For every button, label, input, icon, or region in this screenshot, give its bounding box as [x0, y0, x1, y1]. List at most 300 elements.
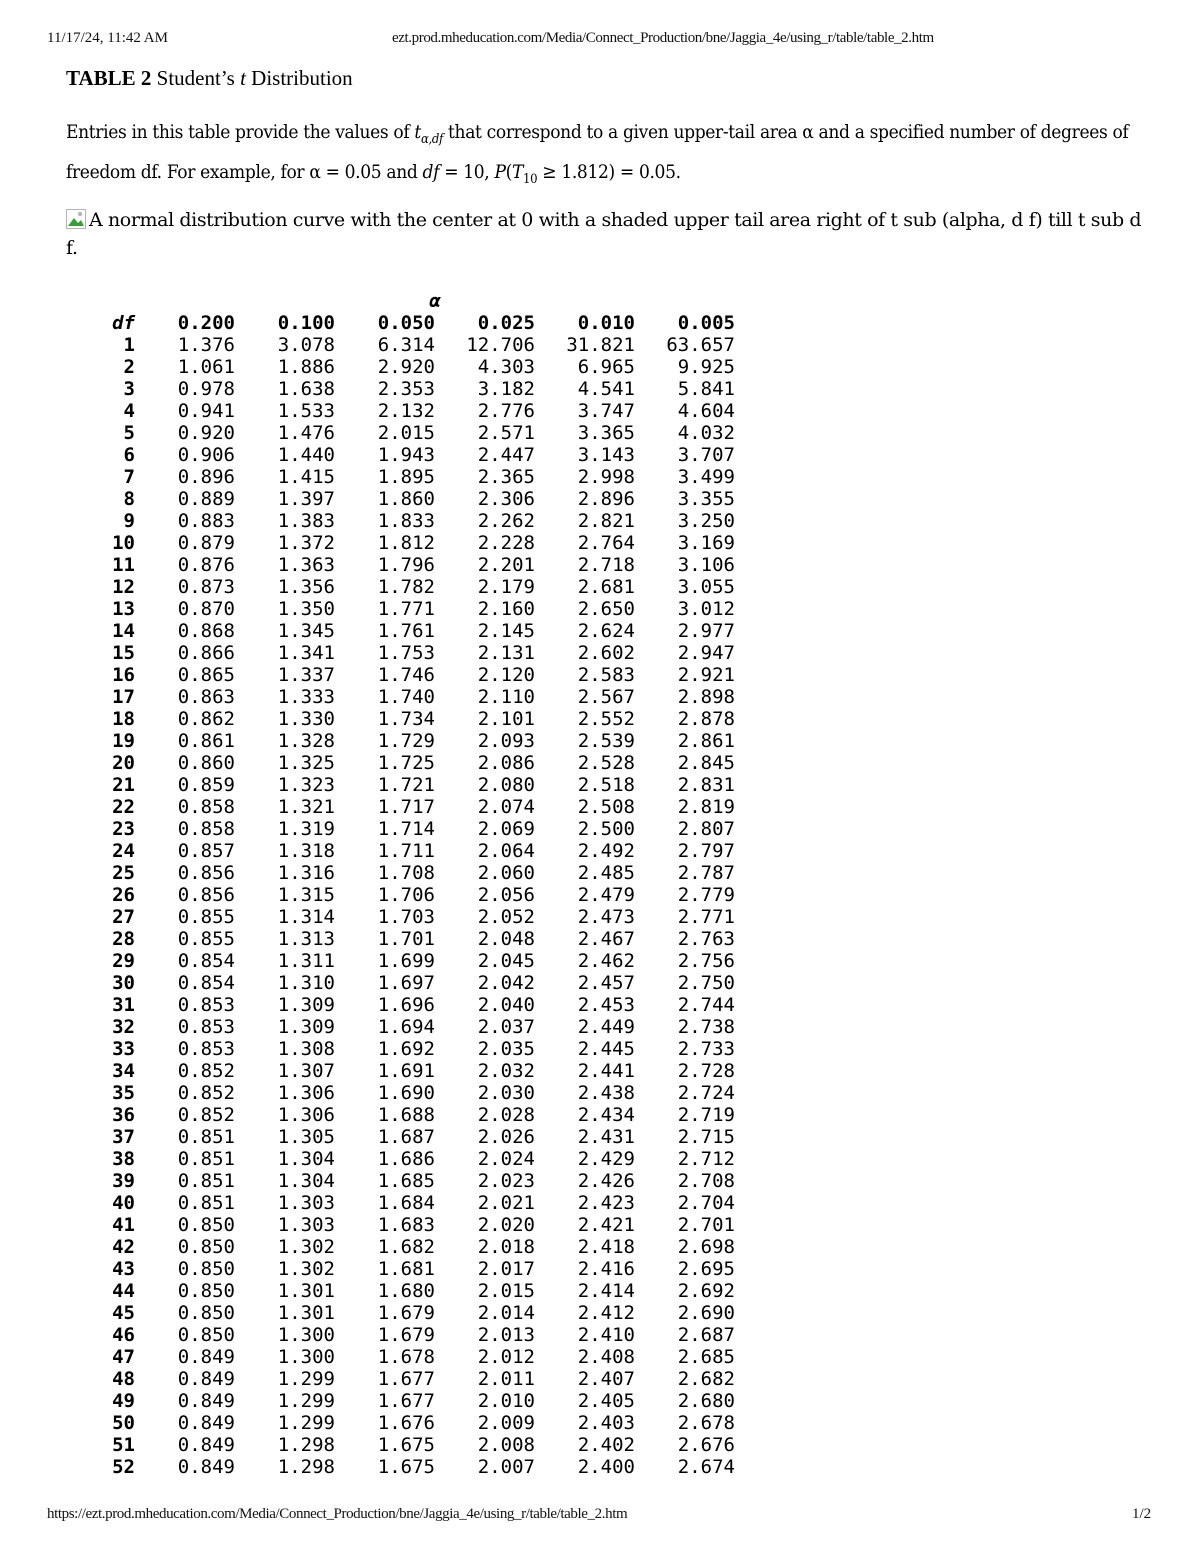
value-cell: 0.870: [177, 598, 235, 620]
value-cell: 2.878: [677, 708, 735, 730]
df-cell: 38: [112, 1148, 135, 1170]
value-cell: 1.299: [277, 1390, 335, 1412]
df-cell: 12: [112, 576, 135, 598]
df-cell: 36: [112, 1104, 135, 1126]
intro-part-3: = 10,: [439, 160, 495, 183]
value-cell: 2.750: [677, 972, 735, 994]
value-cell: 2.756: [677, 950, 735, 972]
value-cell: 1.316: [277, 862, 335, 884]
value-cell: 1.311: [277, 950, 335, 972]
value-cell: 2.110: [477, 686, 535, 708]
table-label: TABLE 2: [66, 66, 152, 90]
value-cell: 1.699: [377, 950, 435, 972]
value-cell: 0.849: [177, 1390, 235, 1412]
print-footer-url: https://ezt.prod.mheducation.com/Media/Connect_Production/bne/Jaggia_4e/using_r/table/table_2.htm: [47, 1506, 628, 1522]
value-cell: 1.372: [277, 532, 335, 554]
value-cell: 2.365: [477, 466, 535, 488]
value-cell: 2.431: [577, 1126, 635, 1148]
value-cell: 3.355: [677, 488, 735, 510]
df-cell: 11: [112, 554, 135, 576]
value-cell: 2.518: [577, 774, 635, 796]
value-cell: 0.896: [177, 466, 235, 488]
value-cell: 0.850: [177, 1236, 235, 1258]
value-cell: 0.862: [177, 708, 235, 730]
table-row: [92, 1456, 735, 1478]
alpha-column-header: 0.025: [477, 312, 535, 334]
intro-alpha-eq: α = 0.05 and: [309, 160, 423, 183]
value-cell: 2.080: [477, 774, 535, 796]
value-cell: 0.855: [177, 906, 235, 928]
table-row: [92, 1060, 735, 1082]
alpha-column-header: 0.010: [577, 312, 635, 334]
value-cell: 0.865: [177, 664, 235, 686]
value-cell: 2.821: [577, 510, 635, 532]
alpha-label: α: [429, 290, 441, 312]
value-cell: 1.061: [177, 356, 235, 378]
title-text-before: Student’s: [156, 66, 241, 90]
value-cell: 2.023: [477, 1170, 535, 1192]
value-cell: 2.400: [577, 1456, 635, 1478]
df-cell: 5: [123, 422, 135, 444]
value-cell: 2.685: [677, 1346, 735, 1368]
value-cell: 2.819: [677, 796, 735, 818]
df-cell: 50: [112, 1412, 135, 1434]
value-cell: 5.841: [677, 378, 735, 400]
t-distribution-table: [92, 290, 735, 1478]
value-cell: 1.341: [277, 642, 335, 664]
value-cell: 1.315: [277, 884, 335, 906]
value-cell: 1.734: [377, 708, 435, 730]
value-cell: 1.304: [277, 1170, 335, 1192]
value-cell: 1.314: [277, 906, 335, 928]
table-row: [92, 1192, 735, 1214]
value-cell: 2.410: [577, 1324, 635, 1346]
value-cell: 2.445: [577, 1038, 635, 1060]
value-cell: 2.438: [577, 1082, 635, 1104]
value-cell: 2.462: [577, 950, 635, 972]
table-row: [92, 1346, 735, 1368]
value-cell: 2.571: [477, 422, 535, 444]
value-cell: 2.009: [477, 1412, 535, 1434]
table-row: [92, 950, 735, 972]
value-cell: 2.807: [677, 818, 735, 840]
value-cell: 0.850: [177, 1258, 235, 1280]
value-cell: 2.678: [677, 1412, 735, 1434]
value-cell: 1.306: [277, 1082, 335, 1104]
table-row: [92, 752, 735, 774]
value-cell: 1.696: [377, 994, 435, 1016]
value-cell: 2.030: [477, 1082, 535, 1104]
value-cell: 1.771: [377, 598, 435, 620]
value-cell: 2.687: [677, 1324, 735, 1346]
alpha-column-header: 0.100: [277, 312, 335, 334]
table-row: [92, 994, 735, 1016]
value-cell: 31.821: [566, 334, 635, 356]
df-cell: 43: [112, 1258, 135, 1280]
value-cell: 2.583: [577, 664, 635, 686]
table-row: [92, 1280, 735, 1302]
table-row: [92, 642, 735, 664]
value-cell: 1.812: [377, 532, 435, 554]
df-cell: 3: [123, 378, 135, 400]
value-cell: 2.101: [477, 708, 535, 730]
value-cell: 1.697: [377, 972, 435, 994]
value-cell: 0.920: [177, 422, 235, 444]
value-cell: 2.012: [477, 1346, 535, 1368]
value-cell: 1.321: [277, 796, 335, 818]
value-cell: 0.879: [177, 532, 235, 554]
intro-part-2: that correspond to a given upper-tail area α and a specified number of degrees of freedom df. For example, for: [66, 121, 1129, 183]
value-cell: 2.449: [577, 1016, 635, 1038]
value-cell: 1.717: [377, 796, 435, 818]
value-cell: 1.440: [277, 444, 335, 466]
print-datetime: 11/17/24, 11:42 AM: [47, 30, 168, 46]
value-cell: 3.055: [677, 576, 735, 598]
value-cell: 3.365: [577, 422, 635, 444]
value-cell: 3.707: [677, 444, 735, 466]
value-cell: 0.850: [177, 1302, 235, 1324]
value-cell: 2.045: [477, 950, 535, 972]
df-cell: 33: [112, 1038, 135, 1060]
df-cell: 28: [112, 928, 135, 950]
table-row: [92, 1236, 735, 1258]
value-cell: 1.690: [377, 1082, 435, 1104]
df-cell: 37: [112, 1126, 135, 1148]
value-cell: 1.692: [377, 1038, 435, 1060]
value-cell: 1.302: [277, 1258, 335, 1280]
df-cell: 31: [112, 994, 135, 1016]
value-cell: 2.418: [577, 1236, 635, 1258]
value-cell: 1.301: [277, 1302, 335, 1324]
value-cell: 2.728: [677, 1060, 735, 1082]
df-cell: 9: [123, 510, 135, 532]
value-cell: 2.408: [577, 1346, 635, 1368]
table-row: [92, 356, 735, 378]
value-cell: 1.686: [377, 1148, 435, 1170]
value-cell: 2.434: [577, 1104, 635, 1126]
value-cell: 2.035: [477, 1038, 535, 1060]
value-cell: 1.711: [377, 840, 435, 862]
value-cell: 0.851: [177, 1192, 235, 1214]
value-cell: 1.680: [377, 1280, 435, 1302]
value-cell: 2.539: [577, 730, 635, 752]
value-cell: 2.787: [677, 862, 735, 884]
df-cell: 15: [112, 642, 135, 664]
table-row: [92, 862, 735, 884]
value-cell: 63.657: [666, 334, 735, 356]
value-cell: 2.056: [477, 884, 535, 906]
value-cell: 3.078: [277, 334, 335, 356]
value-cell: 2.676: [677, 1434, 735, 1456]
value-cell: 0.849: [177, 1434, 235, 1456]
value-cell: 0.859: [177, 774, 235, 796]
intro-t-symbol: t: [414, 121, 421, 143]
value-cell: 2.680: [677, 1390, 735, 1412]
value-cell: 2.719: [677, 1104, 735, 1126]
value-cell: 0.853: [177, 1016, 235, 1038]
df-cell: 34: [112, 1060, 135, 1082]
image-alt-text: A normal distribution curve with the center at 0 with a shaded upper tail area right of t sub (alpha, d f) till t sub d f.: [66, 209, 1142, 259]
value-cell: 2.624: [577, 620, 635, 642]
df-cell: 7: [123, 466, 135, 488]
value-cell: 4.604: [677, 400, 735, 422]
value-cell: 0.853: [177, 1038, 235, 1060]
value-cell: 1.796: [377, 554, 435, 576]
value-cell: 2.681: [577, 576, 635, 598]
value-cell: 2.421: [577, 1214, 635, 1236]
broken-image-icon: [66, 209, 86, 229]
value-cell: 1.301: [277, 1280, 335, 1302]
alpha-column-header: 0.005: [677, 312, 735, 334]
value-cell: 2.018: [477, 1236, 535, 1258]
value-cell: 2.977: [677, 620, 735, 642]
table-row: [92, 1016, 735, 1038]
value-cell: 2.776: [477, 400, 535, 422]
value-cell: 2.426: [577, 1170, 635, 1192]
value-cell: 0.849: [177, 1412, 235, 1434]
value-cell: 4.541: [577, 378, 635, 400]
value-cell: 2.011: [477, 1368, 535, 1390]
value-cell: 2.763: [677, 928, 735, 950]
value-cell: 2.441: [577, 1060, 635, 1082]
value-cell: 1.684: [377, 1192, 435, 1214]
value-cell: 1.397: [277, 488, 335, 510]
df-cell: 8: [123, 488, 135, 510]
df-cell: 46: [112, 1324, 135, 1346]
value-cell: 2.405: [577, 1390, 635, 1412]
value-cell: 2.845: [677, 752, 735, 774]
value-cell: 1.721: [377, 774, 435, 796]
value-cell: 2.060: [477, 862, 535, 884]
value-cell: 0.941: [177, 400, 235, 422]
df-cell: 1: [123, 334, 135, 356]
value-cell: 0.852: [177, 1060, 235, 1082]
intro-paragraph: [66, 116, 1146, 196]
df-cell: 29: [112, 950, 135, 972]
table-row: [92, 378, 735, 400]
table-row: [92, 1214, 735, 1236]
value-cell: 3.250: [677, 510, 735, 532]
df-cell: 49: [112, 1390, 135, 1412]
title-t: t: [240, 66, 246, 90]
value-cell: 2.423: [577, 1192, 635, 1214]
table-row: [92, 774, 735, 796]
value-cell: 2.797: [677, 840, 735, 862]
value-cell: 2.457: [577, 972, 635, 994]
value-cell: 2.064: [477, 840, 535, 862]
table-row: [92, 598, 735, 620]
value-cell: 1.725: [377, 752, 435, 774]
value-cell: 2.708: [677, 1170, 735, 1192]
value-cell: 6.314: [377, 334, 435, 356]
value-cell: 1.688: [377, 1104, 435, 1126]
table-row: [92, 488, 735, 510]
value-cell: 2.467: [577, 928, 635, 950]
table-row: [92, 1434, 735, 1456]
value-cell: 0.850: [177, 1280, 235, 1302]
table-row: [92, 840, 735, 862]
table-row: [92, 972, 735, 994]
value-cell: 2.744: [677, 994, 735, 1016]
value-cell: 0.849: [177, 1368, 235, 1390]
df-cell: 45: [112, 1302, 135, 1324]
df-cell: 41: [112, 1214, 135, 1236]
value-cell: 2.674: [677, 1456, 735, 1478]
alpha-header-row: [92, 290, 735, 312]
value-cell: 2.447: [477, 444, 535, 466]
value-cell: 0.855: [177, 928, 235, 950]
value-cell: 0.906: [177, 444, 235, 466]
value-cell: 2.228: [477, 532, 535, 554]
value-cell: 2.201: [477, 554, 535, 576]
value-cell: 2.831: [677, 774, 735, 796]
value-cell: 2.701: [677, 1214, 735, 1236]
table-row: [92, 1170, 735, 1192]
value-cell: 1.683: [377, 1214, 435, 1236]
value-cell: 0.851: [177, 1170, 235, 1192]
value-cell: 1.325: [277, 752, 335, 774]
df-cell: 23: [112, 818, 135, 840]
table-row: [92, 444, 735, 466]
value-cell: 2.037: [477, 1016, 535, 1038]
table-row: [92, 1126, 735, 1148]
value-cell: 2.353: [377, 378, 435, 400]
value-cell: 1.638: [277, 378, 335, 400]
table-row: [92, 576, 735, 598]
value-cell: 0.863: [177, 686, 235, 708]
value-cell: 0.850: [177, 1214, 235, 1236]
df-cell: 40: [112, 1192, 135, 1214]
value-cell: 1.330: [277, 708, 335, 730]
value-cell: 9.925: [677, 356, 735, 378]
value-cell: 2.014: [477, 1302, 535, 1324]
value-cell: 2.695: [677, 1258, 735, 1280]
value-cell: 2.086: [477, 752, 535, 774]
value-cell: 2.131: [477, 642, 535, 664]
value-cell: 1.677: [377, 1368, 435, 1390]
alpha-column-header: 0.050: [377, 312, 435, 334]
table-row: [92, 664, 735, 686]
value-cell: 2.028: [477, 1104, 535, 1126]
value-cell: 6.965: [577, 356, 635, 378]
value-cell: 2.528: [577, 752, 635, 774]
value-cell: 3.747: [577, 400, 635, 422]
value-cell: 1.943: [377, 444, 435, 466]
value-cell: 2.718: [577, 554, 635, 576]
value-cell: 1.415: [277, 466, 335, 488]
value-cell: 2.024: [477, 1148, 535, 1170]
value-cell: 1.303: [277, 1214, 335, 1236]
value-cell: 1.675: [377, 1456, 435, 1478]
value-cell: 2.898: [677, 686, 735, 708]
value-cell: 0.850: [177, 1324, 235, 1346]
table-row: [92, 818, 735, 840]
df-cell: 16: [112, 664, 135, 686]
table-row: [92, 554, 735, 576]
value-cell: 0.851: [177, 1126, 235, 1148]
value-cell: 2.132: [377, 400, 435, 422]
table-row: [92, 334, 735, 356]
value-cell: 2.020: [477, 1214, 535, 1236]
value-cell: 2.771: [677, 906, 735, 928]
value-cell: 1.746: [377, 664, 435, 686]
df-cell: 4: [123, 400, 135, 422]
table-row: [92, 1104, 735, 1126]
alpha-column-header: 0.200: [177, 312, 235, 334]
value-cell: 1.337: [277, 664, 335, 686]
df-cell: 24: [112, 840, 135, 862]
intro-T-subscript: 10: [523, 171, 538, 187]
value-cell: 2.947: [677, 642, 735, 664]
value-cell: 2.861: [677, 730, 735, 752]
value-cell: 1.833: [377, 510, 435, 532]
value-cell: 2.552: [577, 708, 635, 730]
value-cell: 1.886: [277, 356, 335, 378]
table-row: [92, 1324, 735, 1346]
value-cell: 2.306: [477, 488, 535, 510]
value-cell: 0.978: [177, 378, 235, 400]
value-cell: 2.402: [577, 1434, 635, 1456]
value-cell: 2.690: [677, 1302, 735, 1324]
value-cell: 1.305: [277, 1126, 335, 1148]
value-cell: 2.008: [477, 1434, 535, 1456]
value-cell: 2.042: [477, 972, 535, 994]
table-row: [92, 1148, 735, 1170]
df-cell: 20: [112, 752, 135, 774]
value-cell: 0.849: [177, 1456, 235, 1478]
value-cell: 0.866: [177, 642, 235, 664]
value-cell: 1.706: [377, 884, 435, 906]
df-cell: 44: [112, 1280, 135, 1302]
value-cell: 0.883: [177, 510, 235, 532]
value-cell: 1.703: [377, 906, 435, 928]
table-row: [92, 1302, 735, 1324]
value-cell: 2.682: [677, 1368, 735, 1390]
table-row: [92, 1258, 735, 1280]
df-cell: 35: [112, 1082, 135, 1104]
value-cell: 2.473: [577, 906, 635, 928]
value-cell: 2.712: [677, 1148, 735, 1170]
table-row: [92, 1082, 735, 1104]
value-cell: 1.345: [277, 620, 335, 642]
value-cell: 2.416: [577, 1258, 635, 1280]
value-cell: 2.500: [577, 818, 635, 840]
value-cell: 2.492: [577, 840, 635, 862]
value-cell: 1.729: [377, 730, 435, 752]
value-cell: 2.007: [477, 1456, 535, 1478]
value-cell: 2.508: [577, 796, 635, 818]
value-cell: 0.873: [177, 576, 235, 598]
value-cell: 2.013: [477, 1324, 535, 1346]
value-cell: 2.040: [477, 994, 535, 1016]
value-cell: 1.678: [377, 1346, 435, 1368]
df-cell: 42: [112, 1236, 135, 1258]
column-header-row: [92, 312, 735, 334]
df-cell: 25: [112, 862, 135, 884]
intro-part-1: Entries in this table provide the values of: [66, 121, 415, 143]
value-cell: 2.479: [577, 884, 635, 906]
value-cell: 0.856: [177, 884, 235, 906]
table-row: [92, 510, 735, 532]
value-cell: 2.602: [577, 642, 635, 664]
value-cell: 1.685: [377, 1170, 435, 1192]
table-row: [92, 1368, 735, 1390]
value-cell: 2.698: [677, 1236, 735, 1258]
df-cell: 22: [112, 796, 135, 818]
df-cell: 6: [123, 444, 135, 466]
df-cell: 13: [112, 598, 135, 620]
value-cell: 2.069: [477, 818, 535, 840]
